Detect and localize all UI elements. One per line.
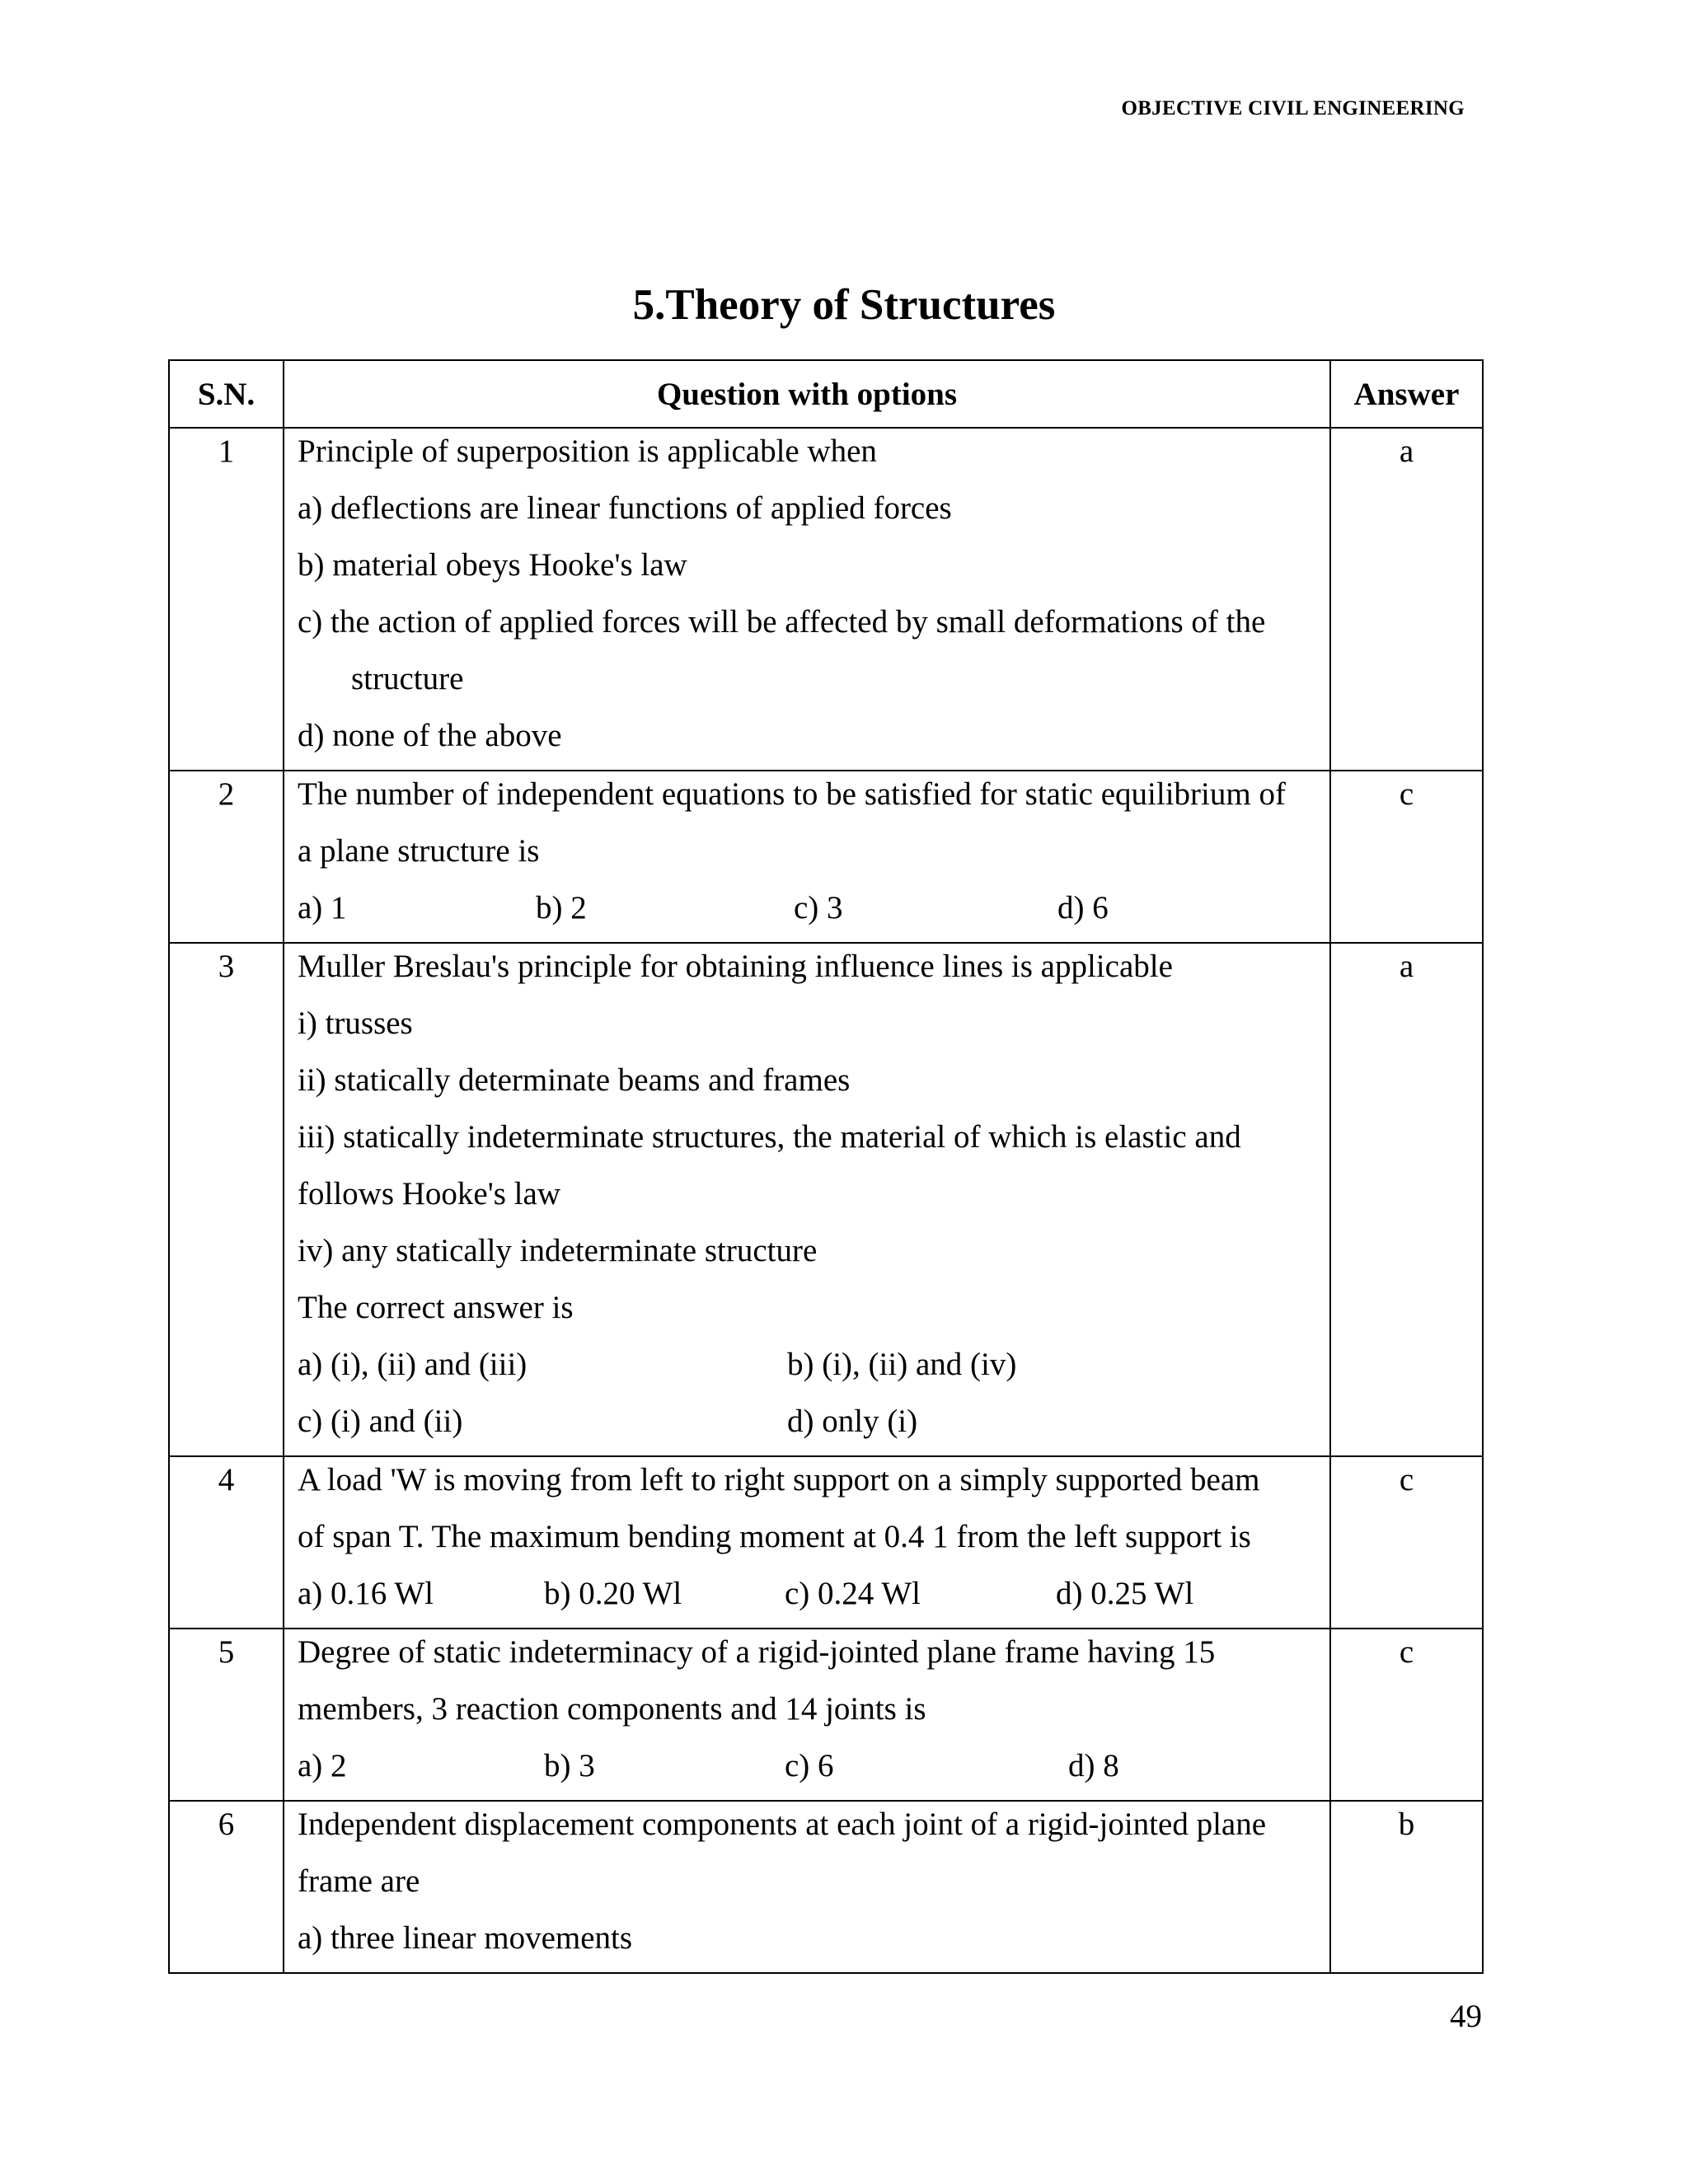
question-text: members, 3 reaction components and 14 joints is xyxy=(298,1691,926,1727)
options-row xyxy=(298,1342,1329,1399)
table-header-row xyxy=(169,360,1483,428)
question-cell xyxy=(284,1801,1330,1973)
serial-number: 1 xyxy=(169,428,284,771)
option-a: a) 0.16 Wl xyxy=(298,1576,434,1611)
option-line-continuation: structure xyxy=(351,661,464,696)
option-line: a) deflections are linear functions of applied forces xyxy=(298,490,952,526)
table-row xyxy=(169,428,1483,771)
option-b: b) (i), (ii) and (iv) xyxy=(787,1347,1017,1382)
option-c: c) 3 xyxy=(794,890,843,926)
option-c: c) (i) and (ii) xyxy=(298,1404,463,1439)
page-title: 5.Theory of Structures xyxy=(632,281,1056,329)
option-b: b) 3 xyxy=(544,1748,595,1783)
table-row xyxy=(169,1456,1483,1629)
option-line: d) none of the above xyxy=(298,718,562,753)
answer-cell: a xyxy=(1330,943,1483,1456)
option-line: i) trusses xyxy=(298,1005,413,1041)
option-a: a) (i), (ii) and (iii) xyxy=(298,1347,528,1382)
option-line: b) material obeys Hooke's law xyxy=(298,547,687,583)
question-text: Muller Breslau's principle for obtaining influence lines is applicable xyxy=(298,949,1173,984)
answer-cell: b xyxy=(1330,1801,1483,1973)
option-b: b) 0.20 Wl xyxy=(544,1576,682,1611)
options-row xyxy=(298,1743,1329,1800)
serial-number: 3 xyxy=(169,943,284,1456)
question-cell xyxy=(284,1456,1330,1629)
table-row xyxy=(169,943,1483,1456)
question-text: Independent displacement components at each joint of a rigid-jointed plane xyxy=(298,1807,1267,1842)
options-row xyxy=(298,1571,1329,1628)
option-c: c) 6 xyxy=(785,1748,834,1783)
answer-cell: a xyxy=(1330,428,1483,771)
header-answer: Answer xyxy=(1330,360,1483,428)
question-text: Principle of superposition is applicable when xyxy=(298,434,877,469)
question-cell xyxy=(284,771,1330,943)
option-b: b) 2 xyxy=(536,890,587,926)
options-row xyxy=(298,885,1329,942)
answer-cell: c xyxy=(1330,771,1483,943)
option-line: iv) any statically indeterminate structure xyxy=(298,1233,818,1268)
page-number: 49 xyxy=(1450,1999,1482,2034)
question-text: The correct answer is xyxy=(298,1290,574,1325)
option-d: d) only (i) xyxy=(787,1404,918,1439)
question-text: frame are xyxy=(298,1863,420,1899)
option-c: c) 0.24 Wl xyxy=(785,1576,921,1611)
question-text: of span T. The maximum bending moment at 0.4 1 from the left support is xyxy=(298,1519,1251,1554)
question-text: A load 'W is moving from left to right support on a simply supported beam xyxy=(298,1462,1260,1497)
running-header: OBJECTIVE CIVIL ENGINEERING xyxy=(1121,97,1465,120)
header-sn: S.N. xyxy=(169,360,284,428)
question-text: Degree of static indeterminacy of a rigid-jointed plane frame having 15 xyxy=(298,1634,1216,1670)
serial-number: 6 xyxy=(169,1801,284,1973)
option-line: ii) statically determinate beams and frames xyxy=(298,1062,851,1098)
table-row xyxy=(169,1629,1483,1801)
options-row xyxy=(298,1399,1329,1455)
table-row xyxy=(169,1801,1483,1973)
question-text: The number of independent equations to be satisfied for static equilibrium of xyxy=(298,776,1286,812)
question-cell xyxy=(284,1629,1330,1801)
option-a: a) 2 xyxy=(298,1748,347,1783)
option-line: iii) statically indeterminate structures, the material of which is elastic and xyxy=(298,1119,1241,1155)
option-d: d) 6 xyxy=(1057,890,1109,926)
header-question: Question with options xyxy=(284,360,1330,428)
option-d: d) 8 xyxy=(1068,1748,1119,1783)
option-d: d) 0.25 Wl xyxy=(1056,1576,1194,1611)
question-text: a plane structure is xyxy=(298,833,540,869)
answer-cell: c xyxy=(1330,1629,1483,1801)
question-cell xyxy=(284,428,1330,771)
option-line: c) the action of applied forces will be affected by small deformations of the xyxy=(298,604,1266,640)
serial-number: 5 xyxy=(169,1629,284,1801)
question-cell xyxy=(284,943,1330,1456)
option-line: a) three linear movements xyxy=(298,1920,633,1956)
option-a: a) 1 xyxy=(298,890,347,926)
serial-number: 4 xyxy=(169,1456,284,1629)
option-line-continuation: follows Hooke's law xyxy=(298,1176,560,1212)
serial-number: 2 xyxy=(169,771,284,943)
answer-cell: c xyxy=(1330,1456,1483,1629)
table-row xyxy=(169,771,1483,943)
question-table xyxy=(168,359,1484,1974)
